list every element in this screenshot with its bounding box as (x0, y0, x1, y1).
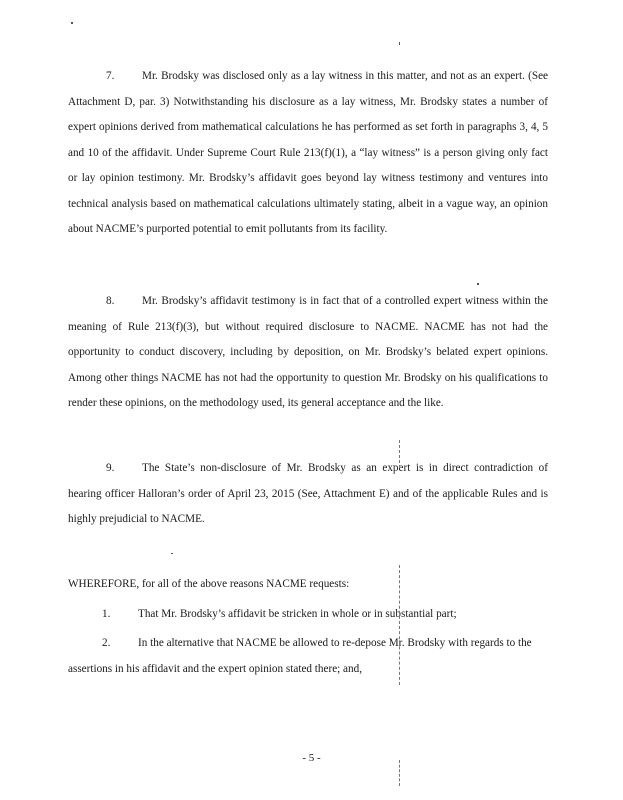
scan-line-artifact (399, 760, 401, 786)
paragraph-7 (68, 64, 548, 243)
request-text: That Mr. Brodsky’s affidavit be stricken in whole or in substantial part; (138, 608, 457, 620)
scan-speck (399, 42, 400, 45)
request-text: In the alternative that NACME be allowed to re-depose Mr. Brodsky with regards to the assertions in his affidavit and the expert opinion stated there; and, (68, 637, 532, 675)
scan-line-artifact (399, 440, 401, 468)
paragraph-9 (68, 456, 548, 533)
request-item-2 (68, 631, 548, 682)
paragraph-text: Mr. Brodsky was disclosed only as a lay witness in this matter, and not as an expert. (See Attachment D, par. 3) Notwithstanding his disclosure as a lay witness, Mr. Brodsky states a number of expert opinions derived from mathematical calculations he has performed as set forth in paragraphs 3, 4, 5 and 10 of the affidavit. Under Supreme Court Rule 213(f)(1), a “lay witness” is a person giving only fact or lay opinion testimony. Mr. Brodsky’s affidavit goes beyond lay witness testimony and ventures into technical analysis based on mathematical calculations ultimately stating, albeit in a vague way, an opinion about NACME’s purported potential to emit pollutants from its facility. (68, 70, 548, 235)
scan-speck (477, 283, 479, 285)
request-item-1 (68, 602, 548, 628)
paragraph-number: 8. (106, 295, 115, 307)
page-number: - 5 - (302, 752, 321, 764)
paragraph-number: 9. (106, 462, 115, 474)
paragraph-8 (68, 289, 548, 417)
wherefore-clause: WHEREFORE, for all of the above reasons NACME requests: (68, 578, 350, 590)
paragraph-text: The State’s non-disclosure of Mr. Brodsky as an expert is in direct contradiction of hearing officer Halloran’s order of April 23, 2015 (See, Attachment E) and of the applicable Rules and is highly prejudicial to NACME. (68, 462, 548, 525)
paragraph-number: 7. (106, 70, 115, 82)
scan-line-artifact (399, 565, 401, 685)
scan-speck (71, 22, 73, 24)
scan-speck (171, 553, 173, 554)
request-number: 2. (102, 637, 111, 649)
request-number: 1. (102, 608, 111, 620)
paragraph-text: Mr. Brodsky’s affidavit testimony is in fact that of a controlled expert witness within the meaning of Rule 213(f)(3), but without required disclosure to NACME. NACME has not had the opportunity to conduct discovery, including by deposition, on Mr. Brodsky’s belated expert opinions. Among other things NACME has not had the opportunity to question Mr. Brodsky on his qualifications to render these opinions, on the methodology used, its general acceptance and the like. (68, 295, 548, 409)
